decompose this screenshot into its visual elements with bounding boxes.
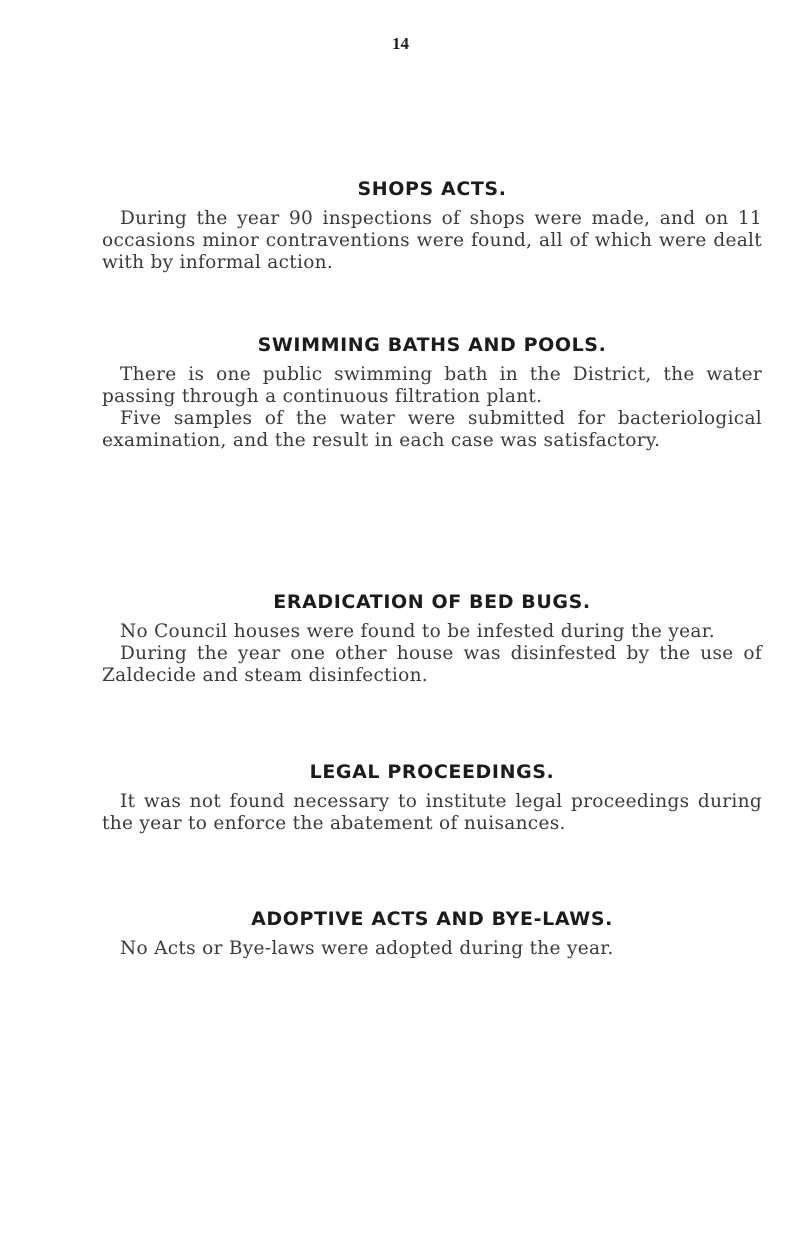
section-paragraph: Five samples of the water were submitted for bacteriological examination, and the result in each case was satisfactory. (102, 408, 762, 451)
section-heading: LEGAL PROCEEDINGS. (309, 761, 555, 783)
section-paragraph: It was not found necessary to institute legal proceedings during the year to enforce the abatement of nuisances. (102, 791, 762, 834)
section-paragraph: During the year 90 inspections of shops were made, and on 11 occasions minor contraventions were found, all of which were dealt with by informal action. (102, 208, 762, 273)
section-paragraph: There is one public swimming bath in the District, the water passing through a continuous filtration plant. (102, 364, 762, 407)
section-adoptive-acts (102, 906, 762, 960)
section-paragraph: During the year one other house was disinfested by the use of Zaldecide and steam disinfection. (102, 643, 762, 686)
section-heading: ADOPTIVE ACTS AND BYE-LAWS. (251, 908, 613, 930)
section-bed-bugs (102, 589, 762, 687)
section-shops-acts (102, 176, 762, 274)
section-heading: SWIMMING BATHS AND POOLS. (257, 334, 607, 356)
page-number: 14 (392, 34, 409, 53)
section-heading: SHOPS ACTS. (357, 178, 507, 200)
section-legal-proceedings (102, 759, 762, 835)
section-swimming-baths (102, 332, 762, 452)
section-heading: ERADICATION OF BED BUGS. (273, 591, 591, 613)
section-paragraph: No Acts or Bye-laws were adopted during the year. (120, 938, 614, 959)
section-paragraph: No Council houses were found to be infested during the year. (120, 621, 715, 642)
